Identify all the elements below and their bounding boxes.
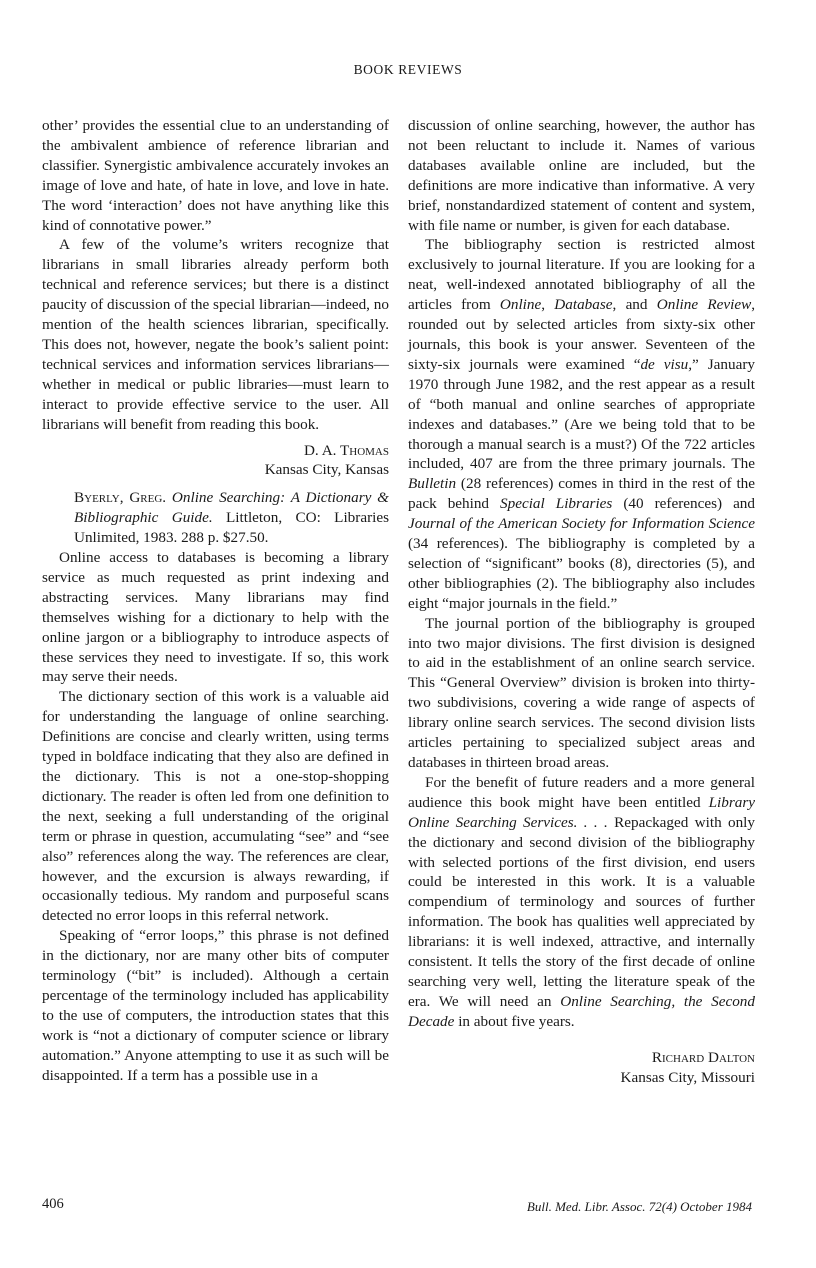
journal-title: Special Libraries (500, 495, 613, 513)
text-run: (28 references) comes in third in the rest of the pack behind (408, 475, 755, 513)
journal-title: Online Review (656, 296, 752, 314)
journal-title: Bulletin (408, 475, 457, 493)
text-run: (40 references) and (612, 495, 755, 513)
reviewer-name: D. A. Thomas (303, 441, 389, 459)
running-head: BOOK REVIEWS (353, 62, 463, 77)
reviewer-signature (42, 441, 389, 481)
citation-publisher: Littleton, CO: Libraries Unlimited, 1983. 288 p. $27.50. (74, 509, 389, 547)
paragraph: other’ provides the essential clue to an understanding of the ambivalent ambience of reference librarian and classifier. Synergistic ambivalence accurately invokes an image of love and hate, of hate in love, and love in hate. The word ‘interaction’ does not have anything like this kind of connotative power.” (42, 117, 389, 234)
text-run: , and (612, 296, 657, 314)
paragraph (408, 773, 755, 1032)
text-run: The bibliography section is restricted almost exclusively to journal literature. If you are looking for a neat, well-indexed annotated bibliography of all the articles from (408, 236, 755, 314)
journal-title: Journal of the American Society for Information Science (408, 515, 755, 533)
text-run: in about five years. (454, 1012, 575, 1030)
text-run: ” January 1970 through June 1982, and the rest appear as a result of “both manual and online searches of appropriate indexes and databases.” (Are we being told that to be thorough a manual search is a must?) Of the 722 articles included, 407 are from the three primary journals. The (408, 355, 755, 473)
reviewer-signature (408, 1048, 755, 1088)
suggested-title: Online Searching, the Second Decade (408, 992, 755, 1030)
latin-phrase: de visu, (640, 355, 693, 373)
text-run: , rounded out by selected articles from sixty-six other journals, this book is your answer. Seventeen of the sixty-six journals were examined “ (408, 296, 756, 373)
citation-title: Online Searching: A Dictionary & Bibliographic Guide. (74, 489, 389, 527)
citation-author: Byerly, Greg. (74, 489, 167, 507)
paragraph: A few of the volume’s writers recognize that librarians in small libraries already perform both technical and reference services; but there is a distinct paucity of discussion of the special librarian—indeed, no mention of the health sciences librarian, specifically. This does not, however, negate the book’s salient point: technical services and information services librarians—whether in medical or public libraries—must learn to interact to provide effective service to the user. All librarians will benefit from reading this book. (42, 236, 389, 433)
paragraph: The journal portion of the bibliography is grouped into two major divisions. The first division is designed to aid in the establishment of an online search service. This “General Overview” division is broken into thirty-two subdivisions, covering a wide range of aspects of library online search services. The second division lists articles pertaining to specialized subject areas and databases in thirteen broad areas. (408, 614, 755, 771)
text-run: Repackaged with only the dictionary and second division of the bibliography with selected portions of the first division, end users could be interested in this work. It is a valuable compendium of terminology and sources of further information. The book has qualities well appreciated by librarians: it is well indexed, attractive, and internally consistent. It tells the story of the first decade of online searching very well, letting the literature speak of the era. We will need an (408, 813, 755, 1010)
reviewer-location: Kansas City, Missouri (620, 1068, 755, 1086)
reviewer-name: Richard Dalton (651, 1048, 755, 1066)
journal-title: Database (554, 296, 613, 314)
paragraph (408, 235, 755, 613)
text-run: (34 references). The bibliography is completed by a selection of “significant” books (8), directories (5), and other bibliographies (2). The bibliography also includes eight “major journals in the field.” (408, 535, 755, 612)
reviewer-location: Kansas City, Kansas (264, 461, 389, 479)
paragraph: discussion of online searching, however, the author has not been reluctant to include it. Names of various databases available online are included, but the definitions are more indicative than informative. A very brief, nonstandardized statement of content and system, with file name or number, is given for each database. (408, 117, 755, 234)
paragraph: The dictionary section of this work is a valuable aid for understanding the language of online searching. Definitions are concise and clearly written, using terms typed in boldface indicating that they also are defined in the dictionary. This is not a one-stop-shopping dictionary. The reader is often led from one definition to the next, seeking a full understanding of the original term or phrase in question, accumulating “see” and “see also” references along the way. The references are clear, however, and the excursion is always rewarding, if occasionally tedious. My random and purposeful scans detected no error loops in this referral network. (42, 688, 389, 925)
suggested-title: Library Online Searching Services. . . . (408, 793, 755, 831)
journal-title: Online (499, 296, 542, 314)
paragraph: Online access to databases is becoming a library service as much requested as print indexing and abstracting services. Many librarians may find themselves wishing for a dictionary to help with the online jargon or a bibliography to introduce aspects of these services they need to investigate. If so, this work may serve their needs. (42, 549, 389, 686)
right-column (408, 116, 755, 1096)
book-citation (42, 488, 389, 548)
page-number: 406 (42, 1196, 64, 1212)
paragraph: Speaking of “error loops,” this phrase is not defined in the dictionary, nor are many other bits of computer terminology (“bit” is included). Although a certain percentage of the terminology included has applicability to the use of computers, the introduction states that this work is “not a dictionary of computer science or library automation.” Anyone attempting to use it as such will be disappointed. If a term has a possible use in a (42, 927, 389, 1084)
journal-citation-footer: Bull. Med. Libr. Assoc. 72(4) October 1984 (526, 1199, 752, 1214)
text-run: For the benefit of future readers and a more general audience this book might have been entitled (408, 773, 755, 811)
left-column (42, 116, 389, 1086)
text-run: , (541, 296, 555, 314)
